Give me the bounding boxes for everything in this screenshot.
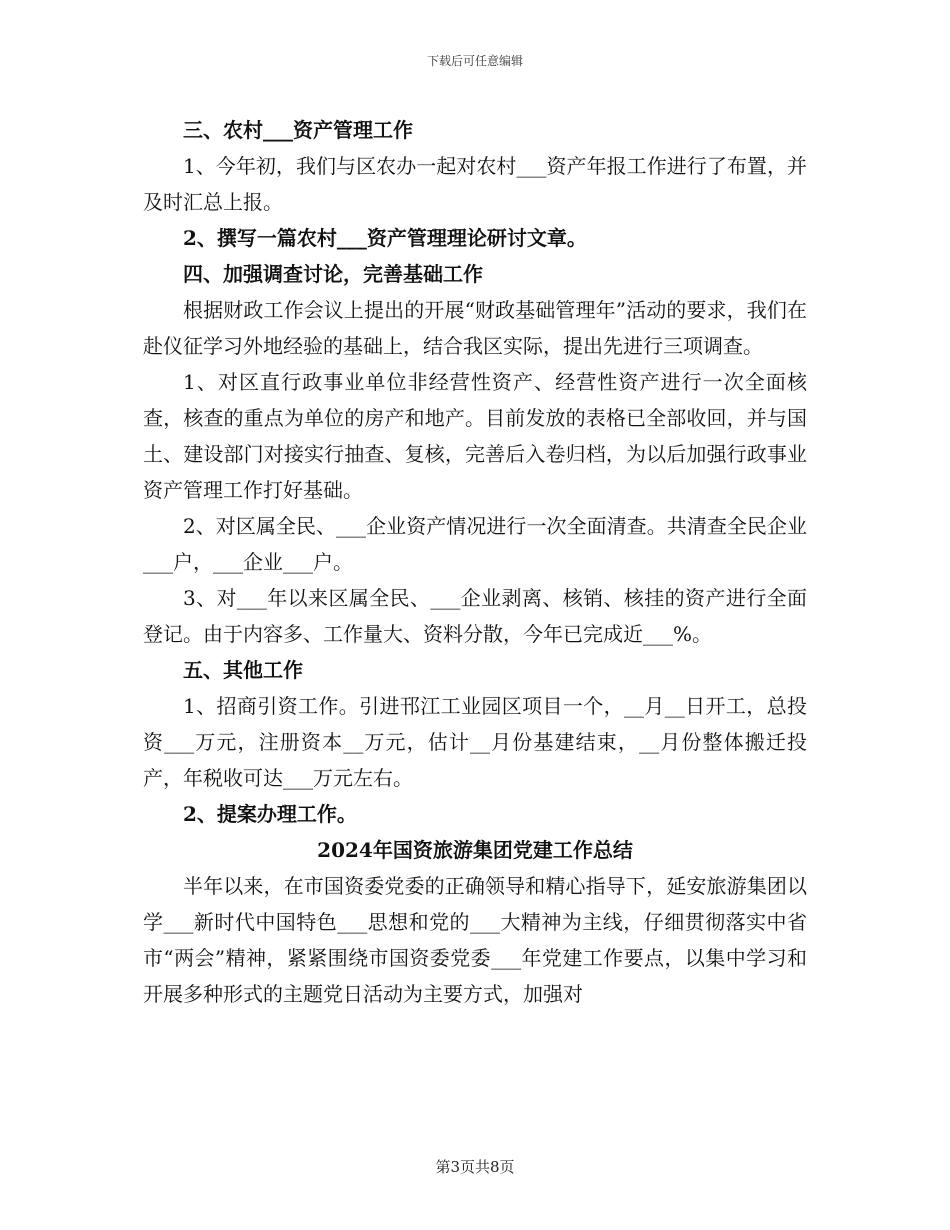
paragraph: 2、对区属全民、___企业资产情况进行一次全面清查。共清查全民企业___户，___企业___户。 <box>143 514 807 574</box>
paragraph: 半年以来，在市国资委党委的正确领导和精心指导下，延安旅游集团以学___新时代中国特色___思想和党的___大精神为主线，仔细贯彻落实中省市“两会”精神，紧紧围绕市国资委党委___年党建工作要点，以集中学习和开展多种形式的主题党日活动为主要方式，加强对 <box>143 874 807 1006</box>
section-heading-rural-assets: 三、农村___资产管理工作 <box>183 118 413 142</box>
section-subheading: 2、提案办理工作。 <box>183 802 357 826</box>
section-heading-other: 五、其他工作 <box>183 658 303 682</box>
paragraph: 根据财政工作会议上提出的开展“财政基础管理年”活动的要求，我们在赴仪征学习外地经验的基础上，结合我区实际，提出先进行三项调查。 <box>143 298 807 358</box>
section-heading-research: 四、加强调查讨论，完善基础工作 <box>183 262 483 286</box>
page-header: 下载后可任意编辑 <box>426 54 523 68</box>
paragraph: 1、今年初，我们与区农办一起对农村___资产年报工作进行了布置，并及时汇总上报。 <box>143 154 807 214</box>
paragraph: 3、对___年以来区属全民、___企业剥离、核销、核挂的资产进行全面登记。由于内容多、工作量大、资料分散，今年已完成近___%。 <box>143 586 807 646</box>
paragraph: 1、招商引资工作。引进邗江工业园区项目一个，__月__日开工，总投资___万元，注册资本__万元，估计__月份基建结束，__月份整体搬迁投产，年税收可达___万元左右。 <box>143 694 807 790</box>
section-subheading: 2、撰写一篇农村___资产管理理论研讨文章。 <box>183 226 587 250</box>
document-title: 2024年国资旅游集团党建工作总结 <box>317 838 633 862</box>
page-footer: 第3页共8页 <box>435 1158 515 1176</box>
paragraph: 1、对区直行政事业单位非经营性资产、经营性资产进行一次全面核查，核查的重点为单位的房产和地产。目前发放的表格已全部收回，并与国土、建设部门对接实行抽查、复核，完善后入卷归档，为以后加强行政事业资产管理工作打好基础。 <box>143 370 807 502</box>
document-body <box>143 112 807 1012</box>
